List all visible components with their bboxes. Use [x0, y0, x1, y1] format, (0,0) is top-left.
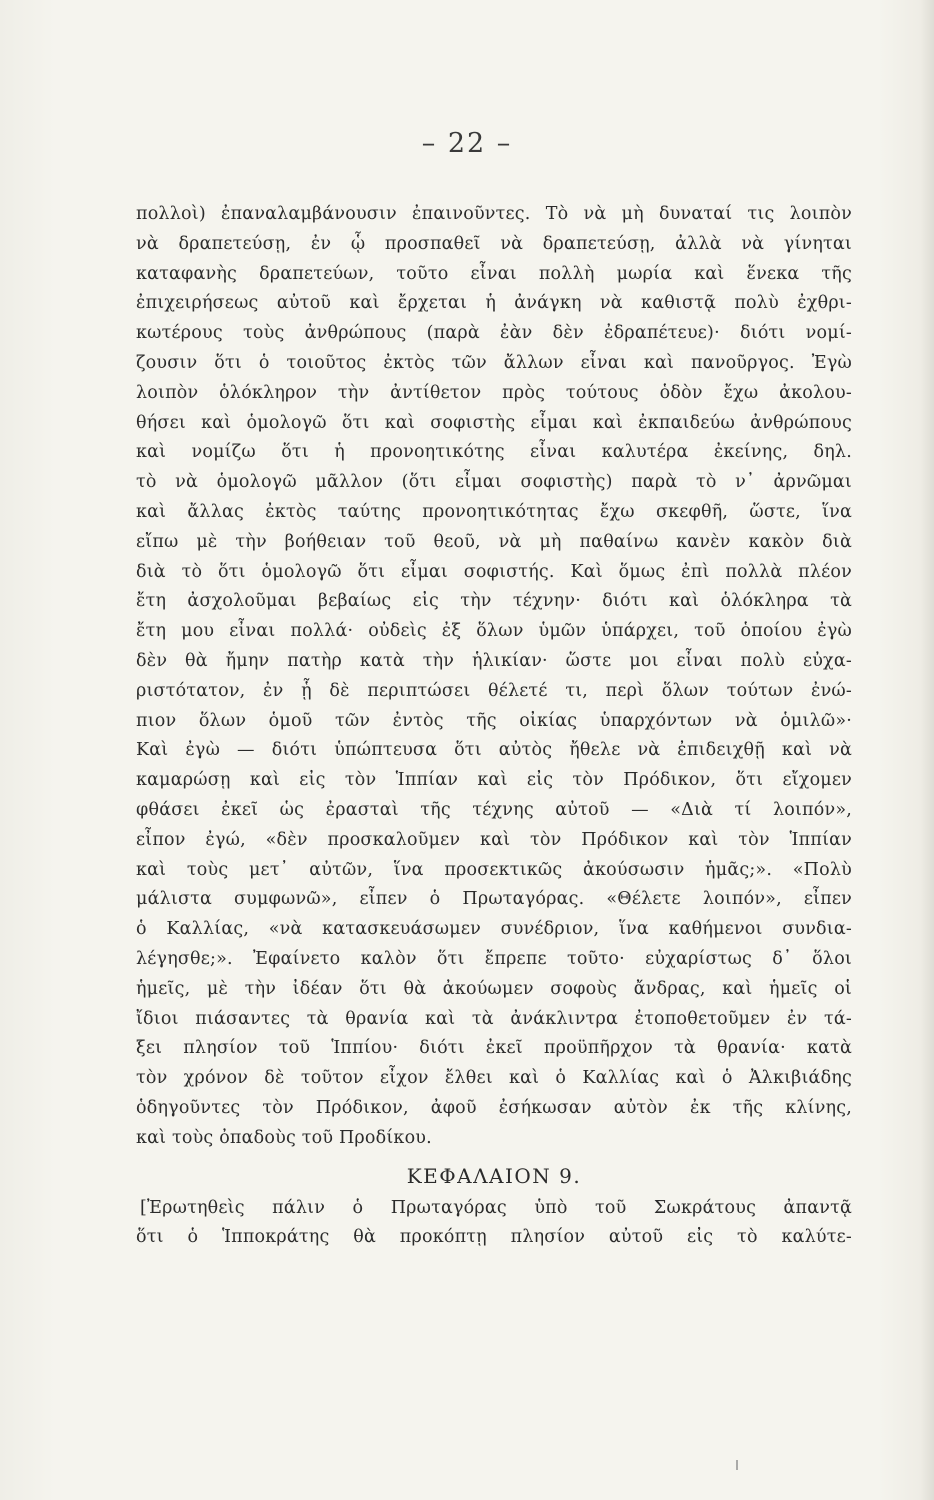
text-line: ζουσιν ὅτι ὁ τοιοῦτος ἐκτὸς τῶν ἄλλων εἶναι καὶ πανοῦργος. Ἐγὼ [136, 352, 852, 373]
text-line: ἴδιοι πιάσαντες τὰ θρανία καὶ τὰ ἀνάκλιντρα ἐτοποθετοῦμεν ἐν τά- [136, 1008, 852, 1029]
text-line: ἔτη ἀσχολοῦμαι βεβαίως εἰς τὴν τέχνην· διότι καὶ ὁλόκληρα τὰ [136, 591, 852, 612]
text-line: ὁ Καλλίας, «νὰ κατασκευάσωμεν συνέδριον, ἵνα καθήμενοι συνδια- [136, 919, 852, 940]
text-line: καὶ τοὺς μετ᾽ αὐτῶν, ἵνα προσεκτικῶς ἀκούσωσιν ἡμᾶς;». «Πολὺ [136, 859, 852, 880]
text-line: λοιπὸν ὁλόκληρον τὴν ἀντίθετον πρὸς τούτους ὁδὸν ἔχω ἀκολου- [136, 382, 852, 403]
page-number: – 22 – [421, 128, 513, 159]
text-line: ξει πλησίον τοῦ Ἱππίου· διότι ἐκεῖ προϋπῆρχον τὰ θρανία· κατὰ [136, 1038, 852, 1059]
text-line: νὰ δραπετεύσῃ, ἐν ᾧ προσπαθεῖ νὰ δραπετεύσῃ, ἀλλὰ νὰ γίνηται [136, 233, 852, 254]
text-line: καὶ τοὺς ὀπαδοὺς τοῦ Προδίκου. [136, 1127, 432, 1148]
text-line: ἐπιχειρήσεως αὐτοῦ καὶ ἔρχεται ἡ ἀνάγκη νὰ καθιστᾷ πολὺ ἐχθρι- [136, 293, 852, 314]
text-line: ἡμεῖς, μὲ τὴν ἰδέαν ὅτι θὰ ἀκούωμεν σοφοὺς ἄνδρας, καὶ ἡμεῖς οἱ [136, 978, 852, 999]
text-line: κωτέρους τοὺς ἀνθρώπους (παρὰ ἐὰν δὲν ἐδραπέτευε)· διότι νομί- [136, 323, 852, 344]
text-line: καμαρώσῃ καὶ εἰς τὸν Ἱππίαν καὶ εἰς τὸν Πρόδικον, ὅτι εἴχομεν [136, 770, 852, 791]
text-line: εἴπω μὲ τὴν βοήθειαν τοῦ θεοῦ, νὰ μὴ παθαίνω κανὲν κακὸν διὰ [136, 531, 852, 552]
text-line: θήσει καὶ ὁμολογῶ ὅτι καὶ σοφιστὴς εἶμαι καὶ ἐκπαιδεύω ἀνθρώπους [136, 412, 852, 433]
text-line: Καὶ ἐγὼ — διότι ὑπώπτευσα ὅτι αὐτὸς ἤθελε νὰ ἐπιδειχθῇ καὶ νὰ [136, 740, 852, 761]
text-line: τὸ νὰ ὁμολογῶ μᾶλλον (ὅτι εἶμαι σοφιστὴς) παρὰ τὸ ν᾽ ἀρνῶμαι [136, 472, 852, 493]
text-line: καὶ νομίζω ὅτι ἡ προνοητικότης εἶναι καλυτέρα ἐκείνης, δηλ. [136, 442, 852, 463]
text-line: ἔτη μου εἶναι πολλά· οὐδεὶς ἐξ ὅλων ὑμῶν ὑπάρχει, τοῦ ὁποίου ἐγὼ [136, 621, 852, 642]
text-line: μάλιστα συμφωνῶ», εἶπεν ὁ Πρωταγόρας. «Θέλετε λοιπόν», εἶπεν [136, 889, 852, 910]
chapter-heading: ΚΕΦΑΛΑΙΟΝ 9. [406, 1163, 582, 1188]
page-text [136, 200, 852, 1253]
print-speck [736, 1460, 738, 1470]
text-line: πιον ὅλων ὁμοῦ τῶν ἐντὸς τῆς οἰκίας ὑπαρχόντων νὰ ὁμιλῶ»· [136, 710, 852, 731]
text-line: δὲν θὰ ἤμην πατὴρ κατὰ τὴν ἡλικίαν· ὥστε μοι εἶναι πολὺ εὐχα- [136, 650, 852, 671]
text-line: καταφανὴς δραπετεύων, τοῦτο εἶναι πολλὴ μωρία καὶ ἕνεκα τῆς [136, 263, 852, 284]
text-line: λέγησθε;». Ἐφαίνετο καλὸν ὅτι ἔπρεπε τοῦτο· εὐχαρίστως δ᾽ ὅλοι [136, 948, 852, 969]
text-line: πολλοὶ) ἐπαναλαμβάνουσιν ἐπαινοῦντες. Τὸ νὰ μὴ δυναταί τις λοιπὸν [136, 204, 852, 224]
chapter-summary-line: [Ἐρωτηθεὶς πάλιν ὁ Πρωταγόρας ὑπὸ τοῦ Σωκράτους ἀπαντᾷ [140, 1197, 852, 1218]
text-line: ὁδηγοῦντες τὸν Πρόδικον, ἀφοῦ ἐσήκωσαν αὐτὸν ἐκ τῆς κλίνης, [136, 1097, 852, 1118]
text-line: φθάσει ἐκεῖ ὡς ἐρασταὶ τῆς τέχνης αὐτοῦ — «Διὰ τί λοιπόν», [136, 799, 852, 820]
chapter-summary-line: ὅτι ὁ Ἱπποκράτης θὰ προκόπτῃ πλησίον αὐτοῦ εἰς τὸ καλύτε- [136, 1227, 852, 1248]
text-line: τὸν χρόνον δὲ τοῦτον εἶχον ἔλθει καὶ ὁ Καλλίας καὶ ὁ Ἀλκιβιάδης [136, 1068, 852, 1089]
text-line: καὶ ἄλλας ἐκτὸς ταύτης προνοητικότητας ἔχω σκεφθῆ, ὥστε, ἵνα [136, 501, 852, 522]
text-line: ριστότατον, ἐν ᾗ δὲ περιπτώσει θέλετέ τι, περὶ ὅλων τούτων ἐνώ- [136, 680, 852, 701]
text-line: εἶπον ἐγώ, «δὲν προσκαλοῦμεν καὶ τὸν Πρόδικον καὶ τὸν Ἱππίαν [136, 829, 852, 850]
page-edge-shadow [920, 0, 934, 1500]
text-line: διὰ τὸ ὅτι ὁμολογῶ ὅτι εἶμαι σοφιστής. Καὶ ὅμως ἐπὶ πολλὰ πλέον [136, 561, 852, 582]
